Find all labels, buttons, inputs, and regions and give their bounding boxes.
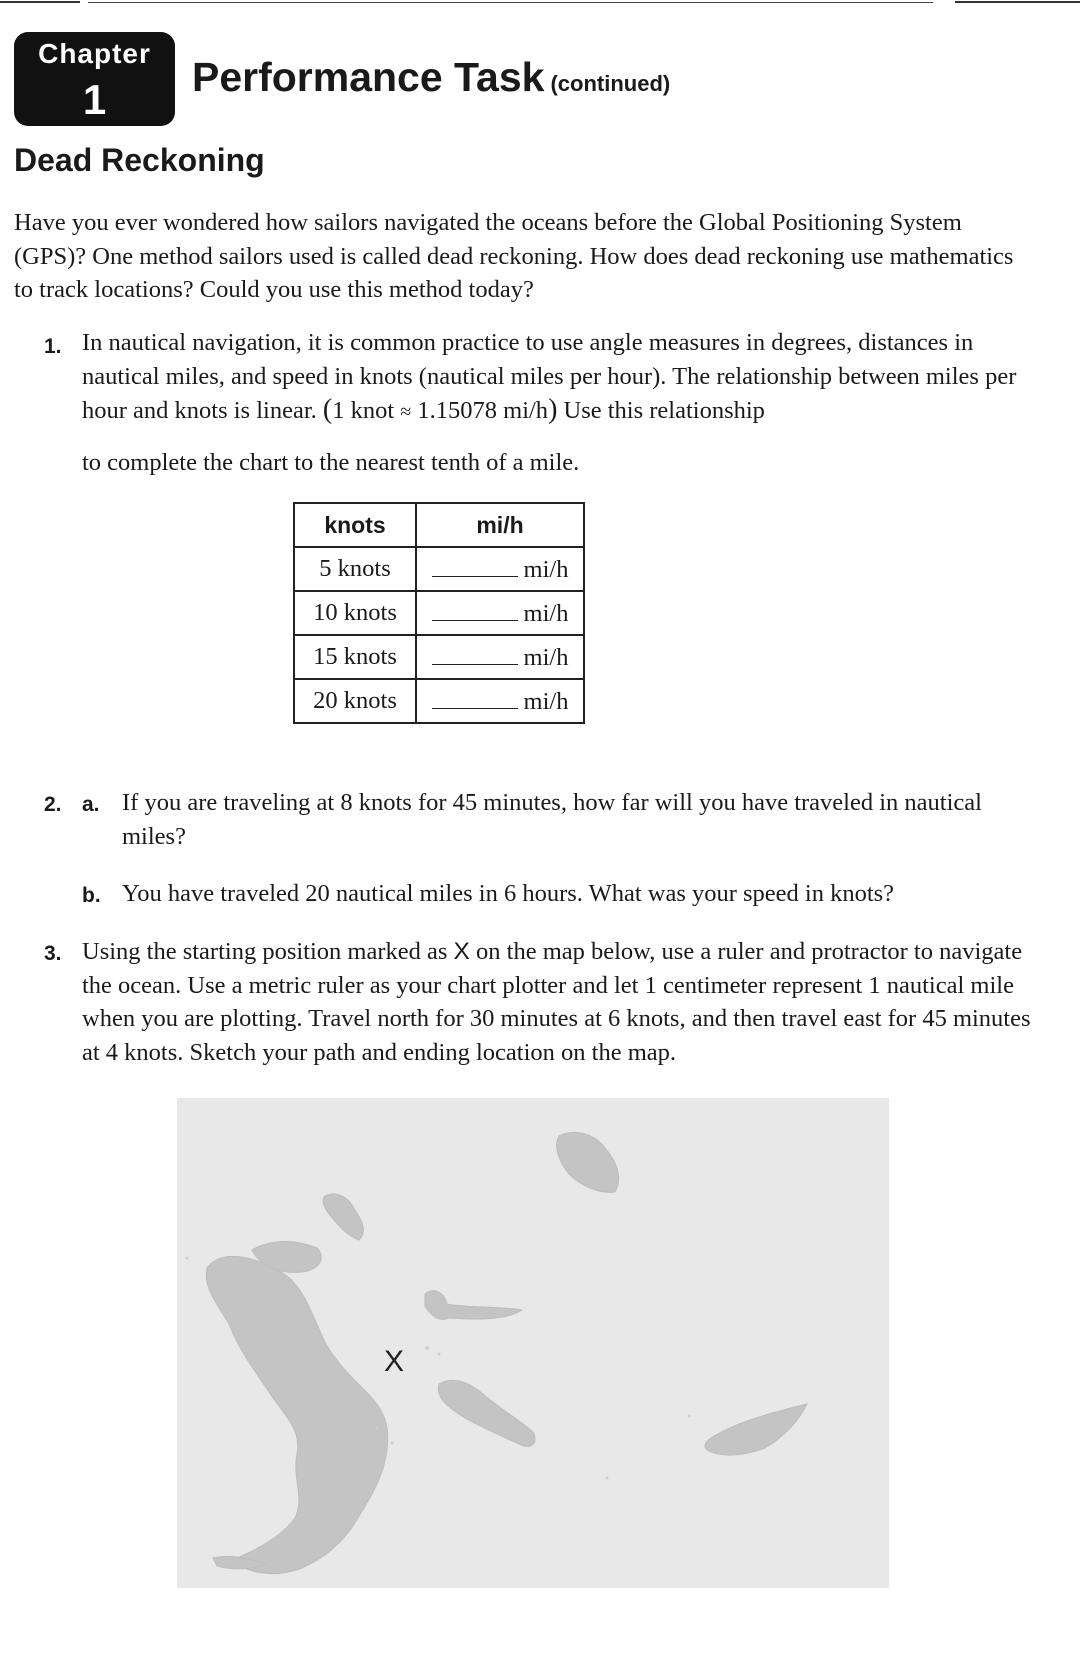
answer-blank[interactable]	[432, 642, 518, 665]
question-1-text-a: In nautical navigation, it is common practice to use angle measures in degrees, distances in nautical miles, and speed in knots (nautical miles per hour). The relationship between miles per hour and knots is linear.	[82, 329, 1017, 424]
table-cell-knots: 15 knots	[294, 635, 416, 679]
answer-blank[interactable]	[432, 686, 518, 709]
question-1-text-b: Use this relationship	[563, 397, 765, 424]
question-2a-label: a.	[82, 793, 100, 816]
table-row	[294, 547, 584, 591]
unit-label: mi/h	[523, 556, 569, 583]
islet	[376, 1427, 379, 1430]
question-2-number: 2.	[44, 793, 62, 816]
islet	[425, 1346, 429, 1350]
islet	[688, 1415, 691, 1418]
question-1-text-c: to complete the chart to the nearest tenth of a mile.	[82, 449, 580, 476]
map-svg[interactable]	[177, 1098, 889, 1588]
chapter-badge	[14, 32, 175, 126]
table-cell-mph[interactable]	[416, 635, 584, 679]
question-1-number: 1.	[44, 335, 62, 358]
navigation-map[interactable]	[177, 1098, 889, 1588]
table-cell-knots: 20 knots	[294, 679, 416, 723]
page-title-sub: (continued)	[550, 71, 671, 96]
question-2b-label: b.	[82, 884, 101, 907]
unit-label: mi/h	[523, 688, 569, 715]
relation-paren-close: )	[548, 394, 558, 425]
answer-blank[interactable]	[432, 598, 518, 621]
question-1-text	[82, 326, 1032, 430]
table-header-knots: knots	[294, 503, 416, 547]
question-3-text	[82, 935, 1042, 1069]
chapter-number: 1	[82, 76, 107, 123]
question-2a-text: If you are traveling at 8 knots for 45 minutes, how far will you have traveled in nautical miles?	[122, 789, 982, 850]
page-title-main: Performance Task	[192, 54, 545, 100]
table-row	[294, 591, 584, 635]
answer-blank[interactable]	[432, 554, 518, 577]
islet	[391, 1442, 394, 1445]
table-cell-knots: 10 knots	[294, 591, 416, 635]
page-title	[192, 54, 670, 101]
section-heading: Dead Reckoning	[14, 142, 265, 178]
x-symbol: X	[453, 938, 470, 965]
conversion-table	[293, 502, 585, 724]
intro-paragraph: Have you ever wondered how sailors navigated the oceans before the Global Positioning System (GPS)? One method sailors used is called dead reckoning. How does dead reckoning use mathematics to track locations? Could you use this method today?	[14, 209, 1014, 303]
relation-paren-open: (	[322, 394, 333, 425]
islet	[606, 1477, 609, 1480]
question-2b-text: You have traveled 20 nautical miles in 6 hours. What was your speed in knots?	[122, 880, 895, 907]
islet	[186, 1257, 189, 1260]
question-3-text-b: on the map below, use a ruler and protractor to navigate the ocean. Use a metric ruler as your chart plotter and let 1 centimeter represent 1 nautical mile when you are plotting. Travel north for 30 minutes at 6 knots, and then travel east for 45 minutes at 4 knots. Sketch your path and ending location on the map.	[82, 938, 1031, 1066]
table-cell-knots: 5 knots	[294, 547, 416, 591]
table-cell-mph[interactable]	[416, 679, 584, 723]
unit-label: mi/h	[523, 644, 569, 671]
start-position-marker: X	[384, 1345, 405, 1378]
top-rule	[0, 0, 1080, 5]
question-3-text-a: Using the starting position marked as	[82, 938, 448, 965]
islet	[438, 1353, 441, 1356]
chapter-label: Chapter	[38, 38, 151, 69]
table-header-mph: mi/h	[416, 503, 584, 547]
table-header-row	[294, 503, 584, 547]
unit-label: mi/h	[523, 600, 569, 627]
relation-left: 1 knot	[332, 397, 395, 424]
approx-symbol: ≈	[400, 401, 412, 423]
table-row	[294, 679, 584, 723]
table-cell-mph[interactable]	[416, 547, 584, 591]
table-cell-mph[interactable]	[416, 591, 584, 635]
table-row	[294, 635, 584, 679]
relation-right: 1.15078 mi/h	[417, 397, 549, 424]
question-3-number: 3.	[44, 942, 62, 965]
